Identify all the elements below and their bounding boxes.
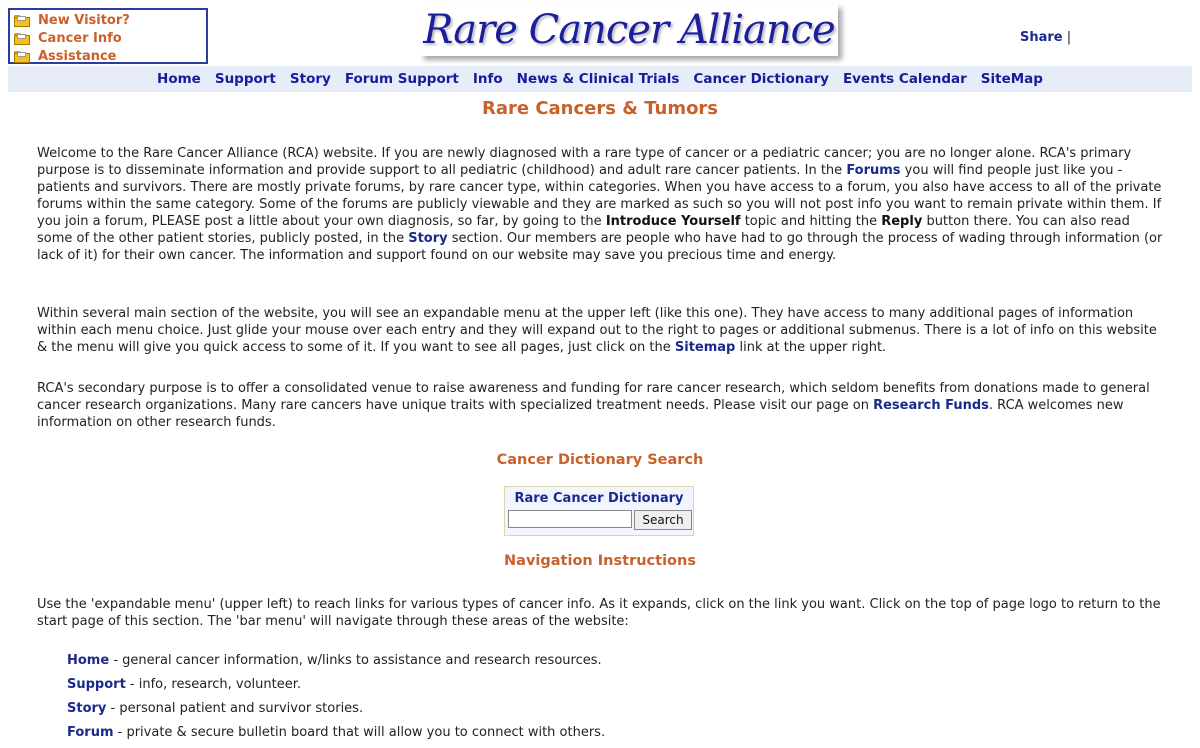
nav-story-link[interactable]: Story — [67, 701, 107, 716]
folder-icon — [14, 51, 30, 63]
exp-menu-item-cancer-info[interactable] — [14, 29, 206, 47]
bar-menu-home[interactable]: Home — [157, 71, 201, 87]
list-item — [67, 700, 1167, 724]
dictionary-search-box — [504, 486, 694, 536]
intro-paragraph-3 — [37, 380, 1165, 431]
dictionary-search-row — [508, 510, 693, 530]
nav-item-desc: - info, research, volunteer. — [125, 677, 302, 692]
text-run: Within several main section of the website, you will see an expandable menu at the upper left (like this one). They have access to many additional pages of information within each menu choice. Just glide your mouse over each entry and they will expand out to the right to pages or additional submenus. There is a lot of info on this website & the menu will give you quick access to some of it. If you want to see all pages, just click on the — [37, 306, 1157, 355]
logo-text: Rare Cancer Alliance — [423, 7, 835, 53]
text-run: link at the upper right. — [735, 340, 887, 355]
bar-menu-support[interactable]: Support — [214, 71, 276, 87]
nav-item-desc: - private & secure bulletin board that will allow you to connect with others. — [113, 725, 606, 740]
share-separator: | — [1066, 30, 1072, 45]
exp-menu-item-new-visitor[interactable] — [14, 11, 206, 29]
text-run: button there. You can also read some of the other patient stories, publicly posted, in the — [37, 214, 1130, 246]
exp-menu-label: Cancer Info — [38, 30, 122, 46]
list-item — [67, 652, 1167, 676]
bar-menu-story[interactable]: Story — [289, 71, 331, 87]
search-button[interactable]: Search — [634, 510, 692, 530]
text-run: RCA's secondary purpose is to offer a consolidated venue to raise awareness and funding for rare cancer research, which seldom benefits from donations made to general cancer research organizations. Many rare cancers have unique traits with specialized treatment needs. Please visit our page on — [37, 381, 1150, 413]
intro-paragraph-2 — [37, 305, 1165, 356]
forums-link[interactable]: Forums — [846, 163, 901, 178]
nav-item-desc: - general cancer information, w/links to assistance and research resources. — [109, 653, 602, 668]
folder-icon — [14, 33, 30, 45]
share-area — [1020, 30, 1071, 45]
navigation-intro-paragraph: Use the 'expandable menu' (upper left) to reach links for various types of cancer info. As it expands, click on the link you want. Click on the top of page logo to return to the start page of this section. The 'bar menu' will navigate through these areas of the website: — [37, 597, 1161, 629]
text-run: topic and hitting the — [740, 214, 882, 229]
bar-menu-forum-support[interactable]: Forum Support — [344, 71, 459, 87]
research-funds-link[interactable]: Research Funds — [873, 398, 989, 413]
exp-menu-label: New Visitor? — [38, 12, 130, 28]
dictionary-search-input[interactable] — [508, 510, 632, 528]
text-run: . RCA welcomes new information on other research funds. — [37, 398, 1124, 430]
intro-paragraph-1 — [37, 145, 1165, 264]
dictionary-box-title: Rare Cancer Dictionary — [514, 491, 684, 506]
bar-menu-info[interactable]: Info — [472, 71, 503, 87]
bar-menu-news-clinical-trials[interactable]: News & Clinical Trials — [516, 71, 680, 87]
introduce-yourself-text: Introduce Yourself — [605, 214, 741, 229]
folder-icon — [14, 15, 30, 27]
text-run: you will find people just like you - patients and survivors. There are mostly private forums, by rare cancer type, within categories. When you have access to a forum, you also have access to all of the private forums within the same category. Some of the forums are publicly viewable and they are marked as such so you will not post info you want to remain private within them. If you join a forum, PLEASE post a little about your own diagnosis, so far, by going to the — [37, 163, 1162, 229]
share-link[interactable]: Share — [1020, 30, 1063, 45]
bar-menu-events-calendar[interactable]: Events Calendar — [842, 71, 967, 87]
list-item — [67, 676, 1167, 700]
reply-text: Reply — [881, 214, 923, 229]
text-run: Welcome to the Rare Cancer Alliance (RCA) website. If you are newly diagnosed with a rare type of cancer or a pediatric cancer; you are no longer alone. RCA's primary purpose is to disseminate information and provide support to all pediatric (childhood) and adult rare cancer patients. In the — [37, 146, 1132, 178]
nav-forum-link[interactable]: Forum — [67, 725, 114, 740]
exp-menu-label: Assistance — [38, 48, 117, 64]
dictionary-search-heading: Cancer Dictionary Search — [496, 452, 704, 468]
page-title: Rare Cancers & Tumors — [481, 98, 719, 119]
exp-menu-item-assistance[interactable] — [14, 47, 206, 65]
nav-item-desc: - personal patient and survivor stories. — [106, 701, 364, 716]
list-item — [67, 724, 1167, 748]
bar-menu-cancer-dictionary[interactable]: Cancer Dictionary — [693, 71, 829, 87]
nav-home-link[interactable]: Home — [67, 653, 110, 668]
navigation-list — [67, 652, 1167, 748]
sitemap-link[interactable]: Sitemap — [674, 340, 736, 355]
bar-menu — [8, 66, 1192, 92]
text-run: section. Our members are people who have had to go through the process of wading through information (or lack of it) for their own cancer. The information and support found on our website may save you precious time and energy. — [37, 231, 1163, 263]
nav-support-link[interactable]: Support — [67, 677, 126, 692]
site-logo[interactable] — [420, 4, 838, 56]
story-link[interactable]: Story — [408, 231, 448, 246]
navigation-instructions-heading: Navigation Instructions — [504, 553, 696, 569]
expandable-menu — [8, 8, 208, 64]
bar-menu-sitemap[interactable]: SiteMap — [980, 71, 1043, 87]
